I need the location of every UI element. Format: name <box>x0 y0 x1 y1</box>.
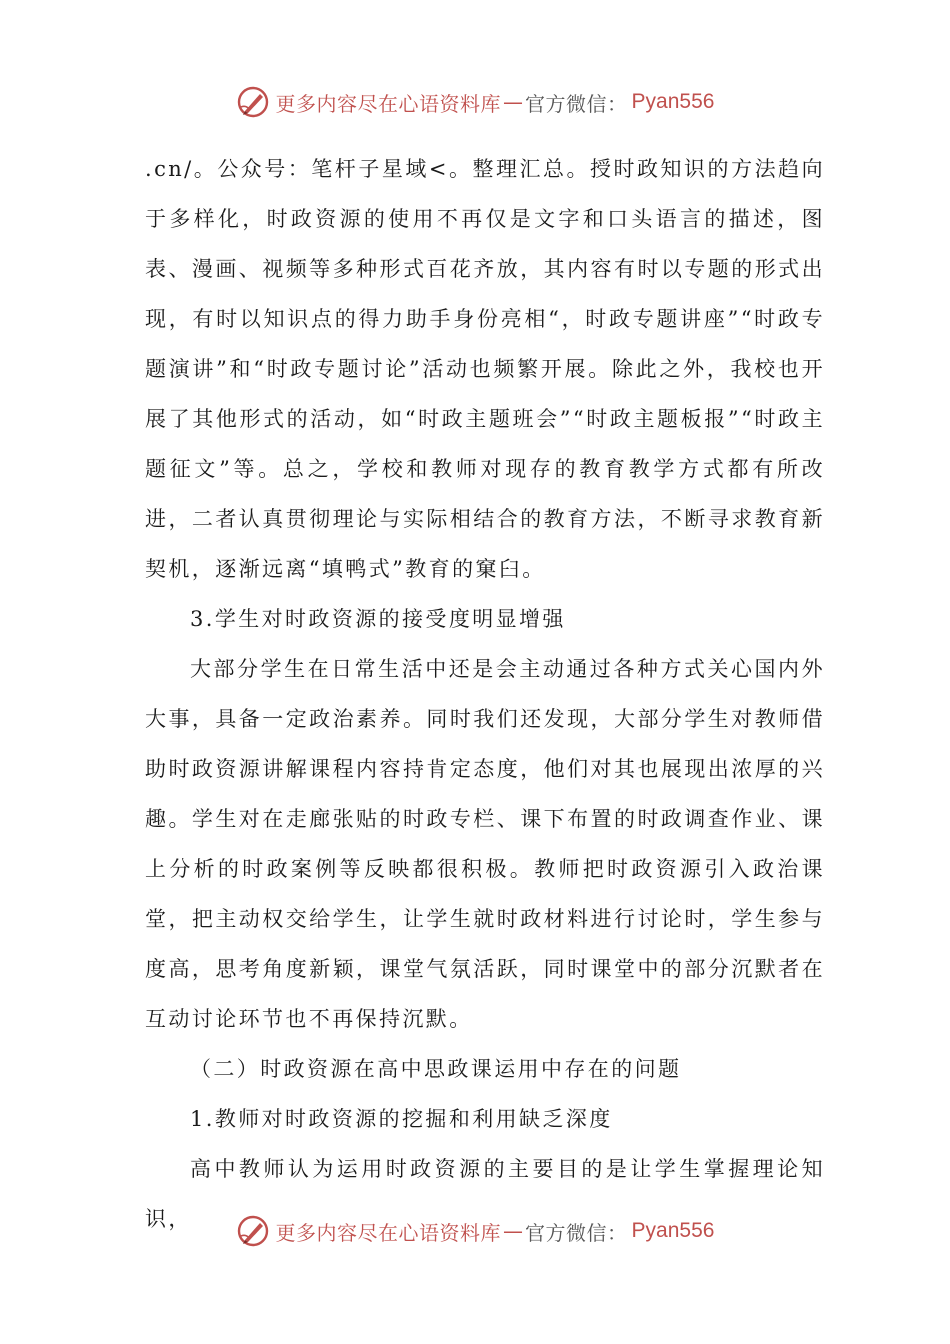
section-heading-1: 1.教师对时政资源的挖掘和利用缺乏深度 <box>190 1107 613 1131</box>
banner-dash: — <box>503 1219 524 1243</box>
document-body <box>145 144 825 1244</box>
section-heading-part-2: （二）时政资源在高中思政课运用中存在的问题 <box>190 1057 682 1081</box>
banner-wechat-id: Pyan556 <box>631 1219 715 1242</box>
section-heading-3: 3.学生对时政资源的接受度明显增强 <box>190 607 566 631</box>
banner-wechat-label: 官方微信： <box>525 91 628 116</box>
paragraph-3: 高中教师认为运用时政资源的主要目的是让学生掌握理论知识， <box>145 1157 825 1231</box>
pen-logo-icon <box>236 1214 270 1248</box>
paragraph-2: 大部分学生在日常生活中还是会主动通过各种方式关心国内外大事，具备一定政治素养。同时我们还发现，大部分学生对教师借助时政资源讲解课程内容持肯定态度，他们对其也展现出浓厚的兴趣。学生对在走廊张贴的时政专栏、课下布置的时政调查作业、课上分析的时政案例等反映都很积极。教师把时政资源引入政治课堂，把主动权交给学生，让学生就时政材料进行讨论时，学生参与度高，思考角度新颖，课堂气氛活跃，同时课堂中的部分沉默者在互动讨论环节也不再保持沉默。 <box>145 657 825 1031</box>
banner-main-text: 更多内容尽在心语资料库 <box>275 1220 502 1245</box>
banner-wechat-label: 官方微信： <box>525 1220 628 1245</box>
banner-dash: — <box>503 90 524 114</box>
footer-watermark-banner <box>0 1209 950 1253</box>
paragraph-1: .cn/。公众号：笔杆子星域<。整理汇总。授时政知识的方法趋向于多样化，时政资源的使用不再仅是文字和口头语言的描述，图表、漫画、视频等多种形式百花齐放，其内容有时以专题的形式出现，有时以知识点的得力助手身份亮相“，时政专题讲座”“时政专题演讲”和“时政专题讨论”活动也频繁开展。除此之外，我校也开展了其他形式的活动，如“时政主题班会”“时政主题板报”“时政主题征文”等。总之，学校和教师对现存的教育教学方式都有所改进，二者认真贯彻理论与实际相结合的教育方法，不断寻求教育新契机，逐渐远离“填鸭式”教育的窠臼。 <box>145 157 825 581</box>
banner-wechat-id: Pyan556 <box>631 90 715 113</box>
pen-logo-icon <box>236 85 270 119</box>
banner-main-text: 更多内容尽在心语资料库 <box>275 91 502 116</box>
header-watermark-banner <box>0 80 950 124</box>
